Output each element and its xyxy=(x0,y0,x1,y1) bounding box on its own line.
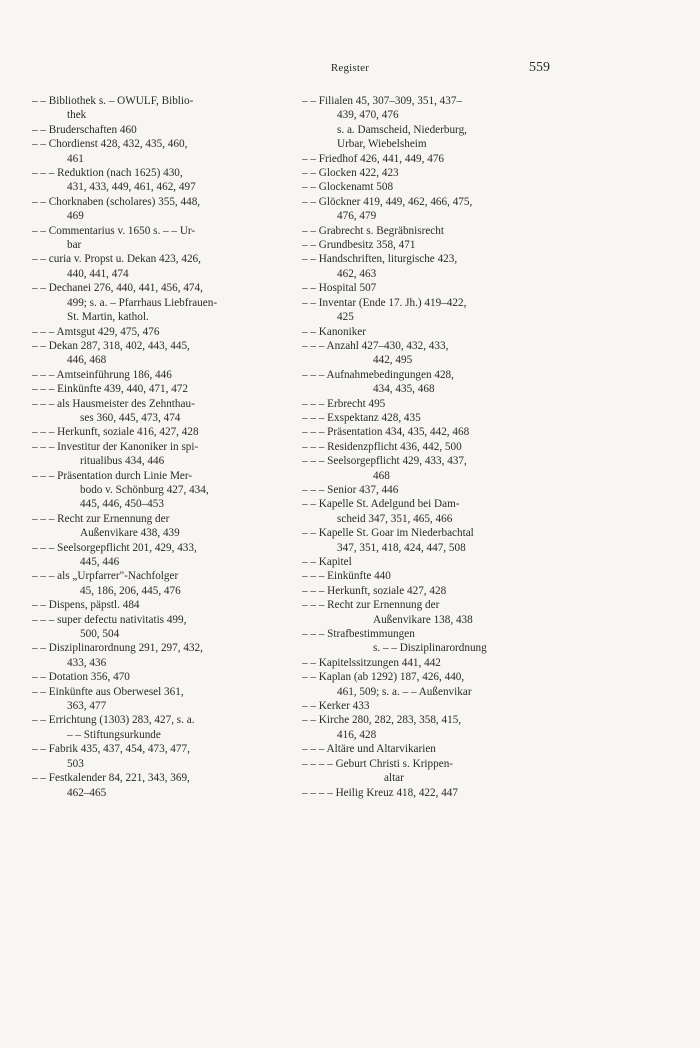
index-line: – – Kirche 280, 282, 283, 358, 415, xyxy=(302,714,462,727)
index-line: – – Dotation 356, 470 xyxy=(32,671,130,684)
index-line: – – – Erbrecht 495 xyxy=(302,397,386,410)
left-index-column xyxy=(32,94,284,800)
index-line: – – Hospital 507 xyxy=(302,282,377,295)
index-line: – – Einkünfte aus Oberwesel 361, xyxy=(32,685,184,698)
index-line: – – Kapelle St. Adelgund bei Dam- xyxy=(302,498,460,511)
index-line: bar xyxy=(67,239,82,252)
index-line: – – Kanoniker xyxy=(302,325,367,338)
index-line: 462, 463 xyxy=(337,267,377,280)
index-line: – – – Strafbestimmungen xyxy=(302,628,415,641)
index-line: – – Glöckner 419, 449, 462, 466, 475, xyxy=(302,195,473,208)
index-line: 363, 477 xyxy=(67,700,107,713)
index-line: 446, 468 xyxy=(67,354,107,367)
index-line: 503 xyxy=(67,757,84,770)
index-line: 425 xyxy=(337,311,354,324)
index-line: thek xyxy=(67,109,87,122)
index-line: – – – super defectu nativitatis 499, xyxy=(32,613,187,626)
index-line: 434, 435, 468 xyxy=(373,383,435,396)
running-head-title: Register xyxy=(330,62,370,74)
index-line: 469 xyxy=(67,210,84,223)
index-line: St. Martin, kathol. xyxy=(67,311,149,324)
index-line: – – – Reduktion (nach 1625) 430, xyxy=(32,167,183,180)
index-line: 445, 446 xyxy=(80,556,120,568)
index-line: – – Glockenamt 508 xyxy=(302,181,394,194)
index-line: 461 xyxy=(67,152,84,165)
index-line: 431, 433, 449, 461, 462, 497 xyxy=(67,181,196,194)
index-line: – – – Amtsgut 429, 475, 476 xyxy=(32,325,160,338)
right-index-column xyxy=(302,94,548,800)
index-line: 499; s. a. – Pfarrhaus Liebfrauen- xyxy=(67,296,218,309)
index-line: 461, 509; s. a. – – Außenvikar xyxy=(337,685,472,698)
index-line: – – Inventar (Ende 17. Jh.) 419–422, xyxy=(302,296,467,309)
index-line: bodo v. Schönburg 427, 434, xyxy=(80,483,209,496)
index-line: – – Grabrecht s. Begräbnisrecht xyxy=(302,224,444,237)
index-line: – – – Präsentation durch Linie Mer- xyxy=(32,469,193,482)
index-line: – – – Exspektanz 428, 435 xyxy=(302,411,421,424)
index-line: – – – Seelsorgepflicht 429, 433, 437, xyxy=(302,455,467,468)
index-line: – – – Anzahl 427–430, 432, 433, xyxy=(302,339,449,352)
index-line: – – – Herkunft, soziale 416, 427, 428 xyxy=(32,426,199,439)
index-line: – – Stiftungsurkunde xyxy=(67,728,161,741)
index-line: – – Disziplinarordnung 291, 297, 432, xyxy=(32,642,203,655)
index-line: – – Dispens, päpstl. 484 xyxy=(32,599,140,612)
index-line: – – Kapitel xyxy=(302,556,352,568)
index-line: ritualibus 434, 446 xyxy=(80,455,165,468)
index-line: – – – Aufnahmebedingungen 428, xyxy=(302,368,454,381)
index-line: 347, 351, 418, 424, 447, 508 xyxy=(337,541,466,554)
index-line: – – – als „Urpfarrer"-Nachfolger xyxy=(32,570,179,583)
index-line: 462–465 xyxy=(67,786,107,799)
index-line: – – – als Hausmeister des Zehnthau- xyxy=(32,397,195,410)
index-line: – – Dekan 287, 318, 402, 443, 445, xyxy=(32,339,190,352)
index-line: – – Chorknaben (scholares) 355, 448, xyxy=(32,195,201,208)
index-line: – – – Einkünfte 439, 440, 471, 472 xyxy=(32,383,188,396)
index-line: Außenvikare 138, 438 xyxy=(373,613,473,626)
index-line: – – – Altäre und Altarvikarien xyxy=(302,743,436,756)
index-line: 442, 495 xyxy=(373,354,413,367)
index-line: 445, 446, 450–453 xyxy=(80,498,164,511)
index-line: s. a. Damscheid, Niederburg, xyxy=(337,123,467,136)
index-line: Außenvikare 438, 439 xyxy=(80,527,180,540)
index-line: – – Friedhof 426, 441, 449, 476 xyxy=(302,152,445,165)
index-line: – – Kapitelssitzungen 441, 442 xyxy=(302,656,441,669)
index-line: – – Kaplan (ab 1292) 187, 426, 440, xyxy=(302,671,465,684)
index-line: – – – Amtseinführung 186, 446 xyxy=(32,368,172,381)
index-line: 500, 504 xyxy=(80,628,120,641)
index-line: – – Festkalender 84, 221, 343, 369, xyxy=(32,772,190,785)
index-line: – – Commentarius v. 1650 s. – – Ur- xyxy=(32,224,196,237)
index-line: ses 360, 445, 473, 474 xyxy=(80,411,181,424)
index-line: – – – Senior 437, 446 xyxy=(302,483,399,496)
index-line: – – – Herkunft, soziale 427, 428 xyxy=(302,584,447,597)
index-line: – – – Residenzpflicht 436, 442, 500 xyxy=(302,440,462,453)
index-line: 476, 479 xyxy=(337,210,377,223)
index-line: 439, 470, 476 xyxy=(337,109,399,122)
index-line: – – Bibliothek s. – OWULF, Biblio- xyxy=(32,95,194,107)
index-line: altar xyxy=(384,772,404,785)
index-line: – – Filialen 45, 307–309, 351, 437– xyxy=(302,95,463,107)
index-line: Urbar, Wiebelsheim xyxy=(337,138,427,151)
index-line: – – Glocken 422, 423 xyxy=(302,167,399,180)
index-line: – – Grundbesitz 358, 471 xyxy=(302,239,416,252)
index-line: – – Errichtung (1303) 283, 427, s. a. xyxy=(32,714,195,727)
index-line: – – – Investitur der Kanoniker in spi- xyxy=(32,440,199,453)
index-line: 468 xyxy=(373,469,390,482)
index-line: – – curia v. Propst u. Dekan 423, 426, xyxy=(32,253,201,266)
index-line: scheid 347, 351, 465, 466 xyxy=(337,512,453,525)
index-line: – – Chordienst 428, 432, 435, 460, xyxy=(32,138,188,151)
index-line: 440, 441, 474 xyxy=(67,267,129,280)
index-line: – – – Präsentation 434, 435, 442, 468 xyxy=(302,426,470,439)
index-line: 45, 186, 206, 445, 476 xyxy=(80,584,181,597)
index-line: – – – Recht zur Ernennung der xyxy=(302,599,440,612)
index-line: – – Handschriften, liturgische 423, xyxy=(302,253,458,266)
index-line: – – Bruderschaften 460 xyxy=(32,123,137,136)
index-line: – – Fabrik 435, 437, 454, 473, 477, xyxy=(32,743,190,756)
page-number: 559 xyxy=(529,60,550,75)
index-line: 433, 436 xyxy=(67,656,107,669)
index-line: – – – – Heilig Kreuz 418, 422, 447 xyxy=(302,786,458,799)
index-line: – – – Recht zur Ernennung der xyxy=(32,512,170,525)
index-line: – – – – Geburt Christi s. Krippen- xyxy=(302,757,454,770)
index-line: s. – – Disziplinarordnung xyxy=(373,642,487,655)
index-line: 416, 428 xyxy=(337,728,377,741)
index-line: – – Dechanei 276, 440, 441, 456, 474, xyxy=(32,282,203,295)
index-line: – – – Einkünfte 440 xyxy=(302,570,391,583)
index-line: – – Kerker 433 xyxy=(302,700,370,713)
index-line: – – – Seelsorgepflicht 201, 429, 433, xyxy=(32,541,197,554)
index-line: – – Kapelle St. Goar im Niederbachtal xyxy=(302,527,474,540)
